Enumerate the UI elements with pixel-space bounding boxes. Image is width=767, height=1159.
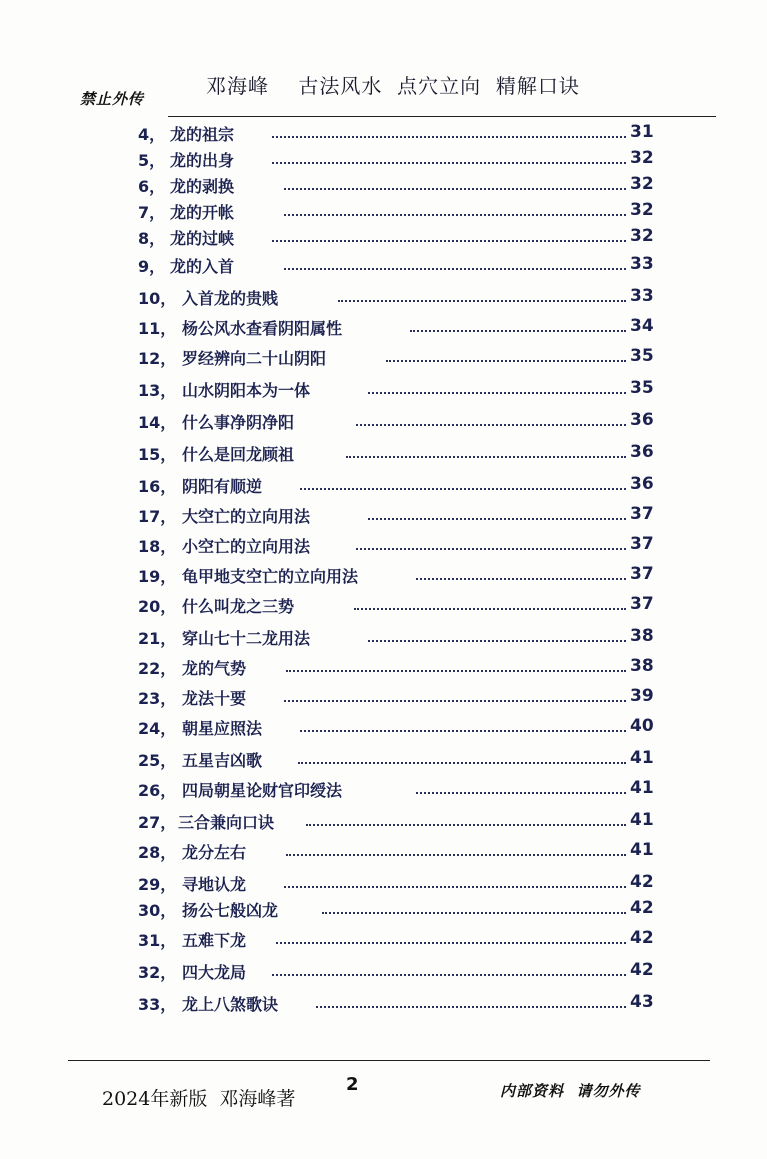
toc-leader-dots	[284, 694, 626, 702]
toc-entry-number: 19，	[138, 567, 177, 586]
toc-entry	[138, 928, 658, 950]
toc-entry	[138, 960, 658, 982]
toc-entry	[138, 378, 658, 400]
toc-leader-dots	[272, 968, 626, 976]
toc-entry-page: 33	[630, 254, 654, 274]
toc-entry	[138, 200, 658, 222]
toc-entry-number: 21，	[138, 629, 177, 648]
toc-entry-page: 43	[630, 992, 654, 1012]
toc-entry-title: 龙分左右	[182, 843, 247, 862]
toc-leader-dots	[386, 354, 626, 362]
toc-entry-number: 29，	[138, 875, 177, 894]
toc-entry-number: 16，	[138, 477, 177, 496]
toc-entry-title: 什么是回龙顾祖	[182, 445, 295, 464]
toc-entry	[138, 474, 658, 496]
toc-entry-page: 36	[630, 442, 654, 462]
toc-entry-title: 什么事净阴净阳	[182, 413, 295, 432]
toc-entry-number: 27，	[138, 813, 177, 832]
toc-entry-number: 11，	[138, 319, 177, 338]
toc-leader-dots	[356, 418, 626, 426]
toc-leader-dots	[286, 848, 626, 856]
footer-page-number: 2	[346, 1074, 359, 1095]
toc-entry-title: 龙法十要	[182, 689, 247, 708]
toc-entry-page: 42	[630, 872, 654, 892]
toc-leader-dots	[272, 156, 626, 164]
toc-entry	[138, 898, 658, 920]
toc-entry-title: 扬公七般凶龙	[182, 901, 279, 920]
toc-entry-page: 41	[630, 748, 654, 768]
toc-entry	[138, 534, 658, 556]
toc-entry-number: 25，	[138, 751, 177, 770]
toc-entry-number: 31，	[138, 931, 177, 950]
toc-leader-dots	[284, 880, 626, 888]
toc-leader-dots	[368, 512, 626, 520]
toc-entry-page: 31	[630, 122, 654, 142]
toc-entry-page: 38	[630, 656, 654, 676]
toc-entry-page: 37	[630, 504, 654, 524]
toc-entry-title: 什么叫龙之三势	[182, 597, 295, 616]
toc-entry	[138, 286, 658, 308]
toc-leader-dots	[416, 572, 626, 580]
footer-edition-author: 2024年新版 邓海峰著	[102, 1088, 296, 1110]
toc-entry-title: 大空亡的立向用法	[182, 507, 311, 526]
toc-entry-number: 8，	[138, 229, 166, 248]
toc-leader-dots	[368, 634, 626, 642]
toc-leader-dots	[354, 602, 626, 610]
toc-entry-page: 33	[630, 286, 654, 306]
toc-entry	[138, 122, 658, 144]
toc-entry-title: 入首龙的贵贱	[182, 289, 279, 308]
toc-leader-dots	[322, 906, 626, 914]
toc-entry	[138, 716, 658, 738]
toc-entry-title: 四局朝星论财官印绶法	[182, 781, 343, 800]
toc-leader-dots	[410, 324, 626, 332]
toc-entry-number: 9，	[138, 257, 166, 276]
no-distribution-stamp: 禁止外传	[80, 90, 145, 108]
toc-entry-title: 四大龙局	[182, 963, 247, 982]
toc-entry	[138, 992, 658, 1014]
toc-leader-dots	[276, 936, 626, 944]
toc-entry	[138, 748, 658, 770]
toc-entry-title: 龟甲地支空亡的立向用法	[182, 567, 359, 586]
toc-entry-page: 34	[630, 316, 654, 336]
toc-entry	[138, 626, 658, 648]
toc-entry-page: 41	[630, 840, 654, 860]
toc-entry-title: 龙的开帐	[170, 203, 235, 222]
toc-entry-number: 18，	[138, 537, 177, 556]
page-header-title: 邓海峰 古法风水 点穴立向 精解口诀	[206, 74, 580, 98]
toc-entry-page: 35	[630, 378, 654, 398]
toc-entry-title: 龙的过峡	[170, 229, 235, 248]
toc-entry-number: 24，	[138, 719, 177, 738]
toc-entry-number: 20，	[138, 597, 177, 616]
toc-entry-number: 6，	[138, 177, 166, 196]
toc-leader-dots	[272, 234, 626, 242]
toc-entry	[138, 410, 658, 432]
toc-leader-dots	[286, 664, 626, 672]
toc-leader-dots	[284, 262, 626, 270]
toc-entry	[138, 564, 658, 586]
toc-entry-title: 杨公风水查看阴阳属性	[182, 319, 343, 338]
toc-leader-dots	[416, 786, 626, 794]
toc-entry-number: 22，	[138, 659, 177, 678]
toc-entry	[138, 594, 658, 616]
toc-entry-title: 龙上八煞歌诀	[182, 995, 279, 1014]
toc-entry-page: 39	[630, 686, 654, 706]
toc-entry-title: 山水阴阳本为一体	[182, 381, 311, 400]
toc-entry-number: 33，	[138, 995, 177, 1014]
toc-leader-dots	[356, 542, 626, 550]
toc-entry-page: 37	[630, 534, 654, 554]
toc-entry-number: 13，	[138, 381, 177, 400]
toc-entry-number: 12，	[138, 349, 177, 368]
toc-entry	[138, 686, 658, 708]
toc-entry-page: 35	[630, 346, 654, 366]
toc-leader-dots	[284, 182, 626, 190]
toc-leader-dots	[338, 294, 626, 302]
toc-entry-title: 寻地认龙	[182, 875, 247, 894]
toc-entry-page: 42	[630, 898, 654, 918]
toc-leader-dots	[368, 386, 626, 394]
toc-entry-number: 7，	[138, 203, 166, 222]
toc-entry-page: 37	[630, 564, 654, 584]
toc-entry-title: 三合兼向口诀	[178, 813, 275, 832]
toc-entry-number: 5，	[138, 151, 166, 170]
toc-entry-title: 穿山七十二龙用法	[182, 629, 311, 648]
toc-entry	[138, 346, 658, 368]
toc-entry-page: 36	[630, 410, 654, 430]
toc-entry-title: 罗经辨向二十山阴阳	[182, 349, 327, 368]
toc-entry-number: 23，	[138, 689, 177, 708]
footer-divider	[68, 1060, 710, 1061]
toc-entry-page: 36	[630, 474, 654, 494]
toc-entry-page: 37	[630, 594, 654, 614]
toc-entry	[138, 316, 658, 338]
toc-entry-title: 朝星应照法	[182, 719, 263, 738]
toc-entry	[138, 504, 658, 526]
toc-entry	[138, 840, 658, 862]
toc-entry-number: 17，	[138, 507, 177, 526]
toc-entry-title: 阴阳有顺逆	[182, 477, 263, 496]
toc-entry	[138, 778, 658, 800]
toc-entry-page: 32	[630, 200, 654, 220]
toc-entry-number: 30，	[138, 901, 177, 920]
toc-entry-title: 龙的入首	[170, 257, 235, 276]
toc-entry-page: 42	[630, 960, 654, 980]
toc-entry-number: 28，	[138, 843, 177, 862]
toc-entry-title: 五星吉凶歌	[182, 751, 263, 770]
toc-entry-number: 26，	[138, 781, 177, 800]
toc-entry	[138, 442, 658, 464]
toc-entry	[138, 810, 658, 832]
toc-entry-title: 龙的气势	[182, 659, 247, 678]
footer-internal-notice: 内部资料 请勿外传	[500, 1082, 641, 1100]
toc-leader-dots	[306, 818, 626, 826]
toc-entry-page: 42	[630, 928, 654, 948]
toc-entry	[138, 872, 658, 894]
toc-entry-number: 15，	[138, 445, 177, 464]
toc-leader-dots	[346, 450, 626, 458]
toc-entry-number: 32，	[138, 963, 177, 982]
toc-entry-page: 32	[630, 174, 654, 194]
header-divider	[168, 116, 716, 117]
toc-entry-page: 32	[630, 148, 654, 168]
toc-leader-dots	[316, 1000, 626, 1008]
toc-leader-dots	[298, 756, 626, 764]
toc-entry-page: 41	[630, 778, 654, 798]
toc-entry	[138, 656, 658, 678]
toc-leader-dots	[284, 208, 626, 216]
toc-entry	[138, 254, 658, 276]
toc-entry-title: 小空亡的立向用法	[182, 537, 311, 556]
toc-entry-title: 龙的出身	[170, 151, 235, 170]
toc-entry-page: 38	[630, 626, 654, 646]
toc-leader-dots	[300, 724, 626, 732]
toc-entry-title: 龙的祖宗	[170, 125, 235, 144]
toc-entry-page: 41	[630, 810, 654, 830]
toc-entry-page: 32	[630, 226, 654, 246]
toc-entry	[138, 148, 658, 170]
toc-entry	[138, 226, 658, 248]
toc-entry-title: 五难下龙	[182, 931, 247, 950]
toc-entry-number: 10，	[138, 289, 177, 308]
toc-entry-number: 4，	[138, 125, 166, 144]
toc-leader-dots	[272, 130, 626, 138]
toc-entry-title: 龙的剥换	[170, 177, 235, 196]
toc-entry-number: 14，	[138, 413, 177, 432]
toc-entry-page: 40	[630, 716, 654, 736]
toc-entry	[138, 174, 658, 196]
toc-leader-dots	[300, 482, 626, 490]
